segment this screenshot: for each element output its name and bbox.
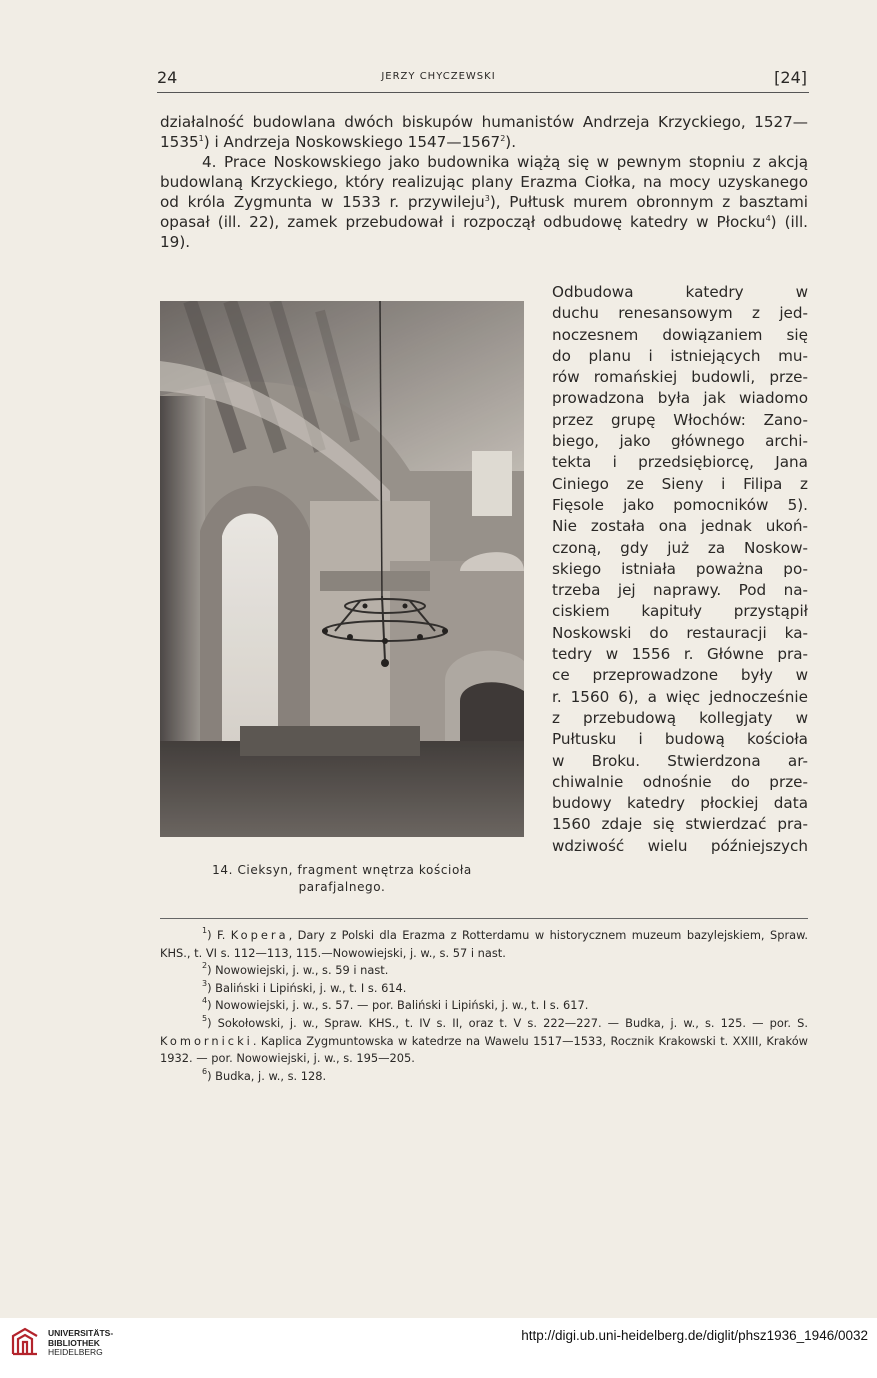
side-line: 1560 zdaje się stwierdzać pra-: [552, 815, 808, 834]
footnote-2: $^2$) Nowowiejski, j. w., s. 59 i nast.: [202, 961, 389, 978]
side-column-text: [552, 282, 808, 857]
side-line: duchu renesansowym z jed-: [552, 304, 808, 323]
side-line: Odbudowa katedry w: [552, 283, 808, 301]
side-line: do planu i istniejących mu-: [552, 346, 808, 365]
footnote-6: $^6$) Budka, j. w., s. 128.: [202, 1066, 327, 1083]
church-interior-photo: [160, 301, 524, 837]
paragraph-1: działalność budowlana dwóch biskupów humanistów Andrzeja Krzyckiego, 1527—1535$^1$) i Andrzeja Noskowskiego 1547—1567$^2$).: [160, 113, 808, 151]
footnote-5: $^5$) Sokołowski, j. w., Spraw. KHS., t. IV s. II, oraz t. V s. 222—227. — Budka, j. w., s. 125. — por. S. Komornicki. Kaplica Zygmuntowska w katedrze na Wawelu 1517—1533, Rocznik Krakowski t. XXIII, Kraków 1932. — por. Nowowiejski, j. w., s. 195—205.: [160, 1013, 808, 1066]
footnote-4: $^4$) Nowowiejski, j. w., s. 57. — por. Baliński i Lipiński, j. w., t. I s. 617.: [202, 996, 589, 1013]
side-line: rów romańskiej budowli, prze-: [552, 368, 808, 387]
side-line: czoną, gdy już za Noskow-: [552, 538, 808, 557]
footnote-ref-2: 2: [500, 134, 506, 143]
running-title: JERZY CHYCZEWSKI: [381, 71, 496, 82]
footnote-ref-1: 1: [198, 134, 204, 143]
side-line: r. 1560 6), a więc jednocześnie: [552, 687, 808, 706]
side-line: chiwalnie odnośnie do prze-: [552, 772, 808, 791]
side-line: biego, jako głównego archi-: [552, 432, 808, 451]
footnote-1: $^1$) F. Kopera, Dary z Polski dla Erazma z Rotterdamu w historycznem muzeum bazylejskiem, Spraw. KHS., t. VI s. 112—113, 115.—Nowowiejski, j. w., s. 57 i nast.: [160, 926, 808, 960]
side-line: noczesnem dowiązaniem się: [552, 325, 808, 344]
side-line: ciskiem kapituły przystąpił: [552, 602, 808, 621]
university-library-logo-icon[interactable]: [10, 1326, 40, 1358]
figure-caption: 14. Cieksyn, fragment wnętrza kościoła parafjalnego.: [212, 863, 472, 894]
footnotes: [160, 927, 808, 1085]
body-text: [160, 112, 808, 252]
side-line: Fięsole jako pomocników 5).: [552, 495, 808, 514]
footnote-ref-3: 3: [484, 194, 490, 203]
side-line: przez grupę Włochów: Zano-: [552, 410, 808, 429]
digital-copy-url[interactable]: http://digi.ub.uni-heidelberg.de/diglit/phsz1936_1946/0032: [521, 1328, 868, 1343]
side-line: trzeba jej naprawy. Pod na-: [552, 581, 808, 600]
page-number: 24: [157, 68, 178, 87]
footnote-3: $^3$) Baliński i Lipiński, j. w., t. I s. 614.: [202, 978, 407, 995]
side-line: tedry w 1556 r. Główne pra-: [552, 645, 808, 664]
side-line: skiego istniała poważna po-: [552, 559, 808, 578]
side-line: prowadzona była jak wiadomo: [552, 389, 808, 408]
side-line: Ciniego ze Sieny i Filipa z: [552, 474, 808, 493]
side-line: w Broku. Stwierdzona ar-: [552, 751, 808, 770]
footer-bar: [0, 1318, 877, 1378]
side-line: z przebudową kollegjaty w: [552, 708, 808, 727]
side-line: tekta i przedsiębiorcę, Jana: [552, 453, 808, 472]
footnote-ref-4: 4: [765, 214, 771, 223]
paragraph-2: 4. Prace Noskowskiego jako budownika wiążą się w pewnym stopniu z akcją budowlaną Krzyckiego, który realizując plany Erazma Ciołka, na mocy uzyskanego od króla Zygmunta w 1533 r. przywileju$^3$), Pułtusk murem obronnym z basztami opasał (ill. 22), zamek przebudował i rozpoczął odbudowę katedry w Płocku$^4$) (ill. 19).: [160, 153, 808, 251]
side-line: budowy katedry płockiej data: [552, 794, 808, 813]
side-line: Nie została ona jednak ukoń-: [552, 517, 808, 536]
header-rule: [157, 92, 809, 93]
side-line: wdziwość wielu późniejszych: [552, 836, 808, 855]
library-name[interactable]: UNIVERSITÄTS- BIBLIOTHEK HEIDELBERG: [48, 1328, 114, 1357]
page-reference: [24]: [774, 68, 807, 87]
side-line: ce przeprowadzone były w: [552, 666, 808, 685]
side-line: Noskowski do restauracji ka-: [552, 623, 808, 642]
side-line: Pułtusku i budową kościoła: [552, 730, 808, 749]
footnote-rule: [160, 918, 808, 919]
